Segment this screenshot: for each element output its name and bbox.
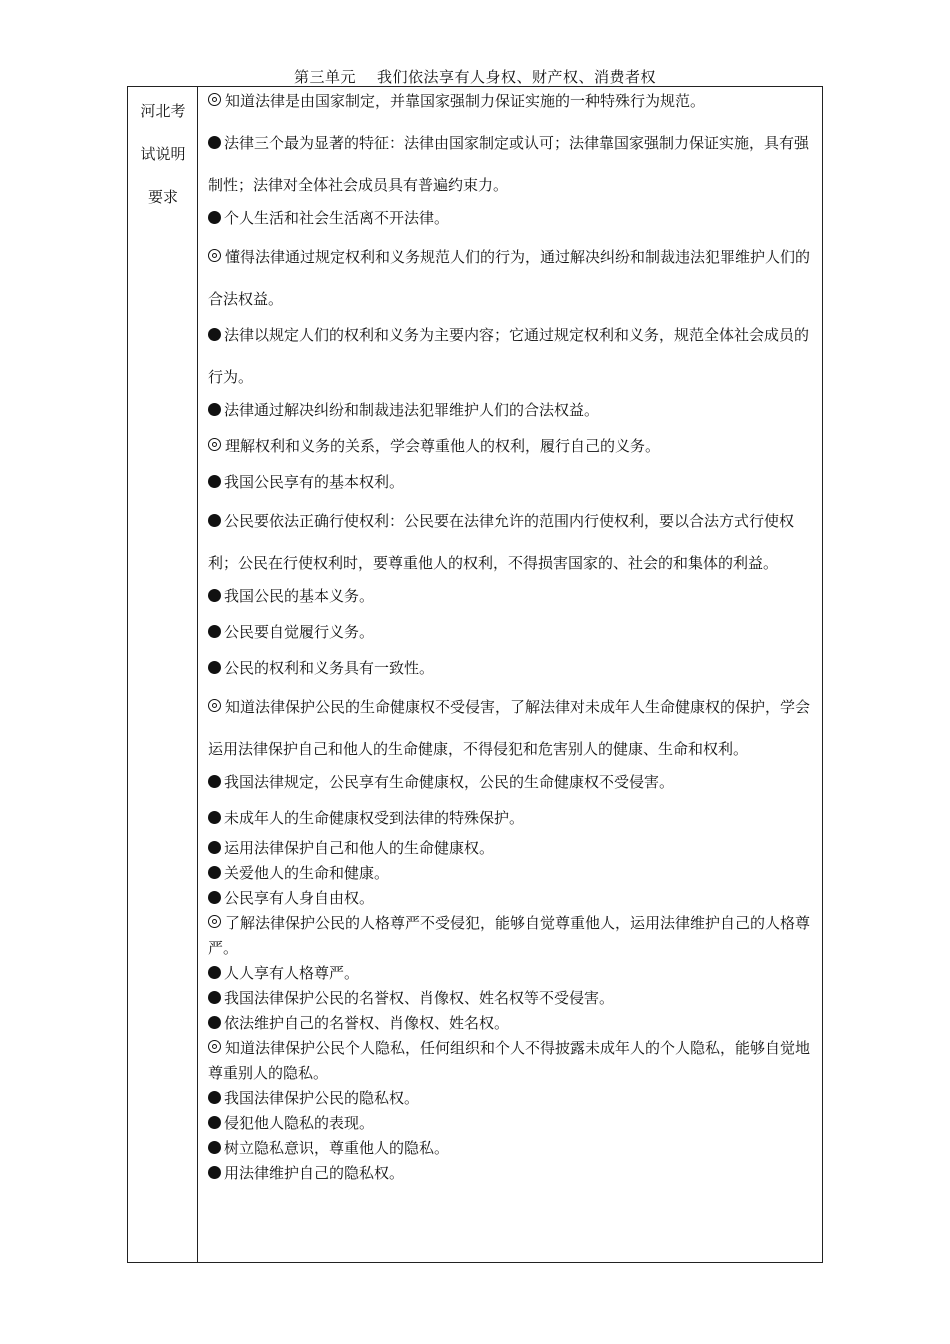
item-text: 人人享有人格尊严。 bbox=[224, 964, 360, 982]
item-text: 依法维护自己的名誉权、肖像权、姓名权。 bbox=[224, 1014, 510, 1032]
item-text: 公民享有人身自由权。 bbox=[224, 889, 375, 907]
black-dot-icon bbox=[208, 403, 221, 416]
item-text: 个人生活和社会生活离不开法律。 bbox=[224, 209, 450, 227]
double-circle-icon bbox=[208, 249, 223, 264]
requirement-item bbox=[208, 428, 814, 464]
black-dot-icon bbox=[208, 514, 221, 527]
knowledge-point-item bbox=[208, 764, 814, 800]
requirement-item bbox=[208, 236, 814, 320]
knowledge-point-item bbox=[208, 578, 814, 614]
item-text: 公民要自觉履行义务。 bbox=[224, 623, 375, 641]
unit-title: 第三单元 我们依法享有人身权、财产权、消费者权 bbox=[293, 68, 657, 86]
item-text: 法律三个最为显著的特征：法律由国家制定或认可；法律靠国家强制力保证实施，具有强制性；法律对全体社会成员具有普遍约束力。 bbox=[208, 134, 810, 194]
black-dot-icon bbox=[208, 589, 221, 602]
black-dot-icon bbox=[208, 991, 221, 1004]
item-text: 我国法律保护公民的名誉权、肖像权、姓名权等不受侵害。 bbox=[224, 989, 615, 1007]
item-text: 公民要依法正确行使权利：公民要在法律允许的范围内行使权利，要以合法方式行使权利；公民在行使权利时，要尊重他人的权利，不得损害国家的、社会的和集体的利益。 bbox=[208, 512, 795, 572]
knowledge-point-item bbox=[208, 1011, 814, 1036]
item-text: 知道法律是由国家制定，并靠国家强制力保证实施的一种特殊行为规范。 bbox=[225, 92, 706, 110]
label-line: 试说明 bbox=[140, 145, 186, 163]
black-dot-icon bbox=[208, 841, 221, 854]
requirement-item bbox=[208, 686, 814, 770]
double-circle-icon bbox=[208, 438, 223, 453]
black-dot-icon bbox=[208, 891, 221, 904]
item-text: 我国法律规定，公民享有生命健康权，公民的生命健康权不受侵害。 bbox=[224, 773, 675, 791]
black-dot-icon bbox=[208, 1141, 221, 1154]
knowledge-point-item bbox=[208, 836, 814, 861]
black-dot-icon bbox=[208, 475, 221, 488]
black-dot-icon bbox=[208, 866, 221, 879]
knowledge-point-item bbox=[208, 1161, 814, 1186]
black-dot-icon bbox=[208, 328, 221, 341]
knowledge-point-item bbox=[208, 500, 814, 584]
black-dot-icon bbox=[208, 966, 221, 979]
item-text: 法律通过解决纠纷和制裁违法犯罪维护人们的合法权益。 bbox=[224, 401, 600, 419]
knowledge-point-item bbox=[208, 614, 814, 650]
item-text: 侵犯他人隐私的表现。 bbox=[224, 1114, 375, 1132]
double-circle-icon bbox=[208, 699, 223, 714]
knowledge-point-item bbox=[208, 1086, 814, 1111]
requirement-item bbox=[208, 1036, 814, 1086]
item-text: 运用法律保护自己和他人的生命健康权。 bbox=[224, 839, 495, 857]
item-text: 我国公民享有的基本权利。 bbox=[224, 473, 405, 491]
black-dot-icon bbox=[208, 811, 221, 824]
double-circle-icon bbox=[208, 915, 223, 930]
item-text: 懂得法律通过规定权利和义务规范人们的行为，通过解决纠纷和制裁违法犯罪维护人们的合法权益。 bbox=[208, 248, 811, 308]
item-text: 未成年人的生命健康权受到法律的特殊保护。 bbox=[224, 809, 525, 827]
item-text: 知道法律保护公民个人隐私，任何组织和个人不得披露未成年人的个人隐私，能够自觉地尊重别人的隐私。 bbox=[208, 1039, 811, 1082]
black-dot-icon bbox=[208, 625, 221, 638]
column-divider bbox=[197, 86, 198, 1263]
item-text: 了解法律保护公民的人格尊严不受侵犯，能够自觉尊重他人，运用法律维护自己的人格尊严。 bbox=[208, 914, 811, 957]
item-text: 树立隐私意识，尊重他人的隐私。 bbox=[224, 1139, 450, 1157]
knowledge-point-item bbox=[208, 986, 814, 1011]
knowledge-point-item bbox=[208, 464, 814, 500]
requirement-item bbox=[208, 86, 814, 116]
black-dot-icon bbox=[208, 661, 221, 674]
knowledge-point-item bbox=[208, 122, 814, 206]
knowledge-point-item bbox=[208, 886, 814, 911]
knowledge-point-item bbox=[208, 650, 814, 686]
black-dot-icon bbox=[208, 1091, 221, 1104]
knowledge-point-item bbox=[208, 1136, 814, 1161]
label-line: 河北考 bbox=[140, 102, 186, 120]
double-circle-icon bbox=[208, 1040, 223, 1055]
black-dot-icon bbox=[208, 1116, 221, 1129]
black-dot-icon bbox=[208, 775, 221, 788]
black-dot-icon bbox=[208, 211, 221, 224]
item-text: 知道法律保护公民的生命健康权不受侵害，了解法律对未成年人生命健康权的保护，学会运用法律保护自己和他人的生命健康，不得侵犯和危害别人的健康、生命和权利。 bbox=[208, 698, 811, 758]
knowledge-point-item bbox=[208, 1111, 814, 1136]
knowledge-point-item bbox=[208, 861, 814, 886]
double-circle-icon bbox=[208, 93, 223, 108]
item-text: 公民的权利和义务具有一致性。 bbox=[224, 659, 435, 677]
knowledge-point-item bbox=[208, 961, 814, 986]
item-text: 用法律维护自己的隐私权。 bbox=[224, 1164, 405, 1182]
item-text: 我国法律保护公民的隐私权。 bbox=[224, 1089, 420, 1107]
knowledge-point-item bbox=[208, 200, 814, 236]
item-text: 法律以规定人们的权利和义务为主要内容；它通过规定权利和义务，规范全体社会成员的行为。 bbox=[208, 326, 810, 386]
black-dot-icon bbox=[208, 136, 221, 149]
black-dot-icon bbox=[208, 1166, 221, 1179]
item-text: 我国公民的基本义务。 bbox=[224, 587, 375, 605]
requirements-content-cell bbox=[208, 86, 814, 1186]
black-dot-icon bbox=[208, 1016, 221, 1029]
item-text: 理解权利和义务的关系，学会尊重他人的权利，履行自己的义务。 bbox=[225, 437, 661, 455]
knowledge-point-item bbox=[208, 314, 814, 398]
label-line: 要求 bbox=[147, 188, 178, 206]
requirement-item bbox=[208, 911, 814, 961]
item-text: 关爱他人的生命和健康。 bbox=[224, 864, 390, 882]
requirements-label-cell bbox=[130, 90, 196, 219]
knowledge-point-item bbox=[208, 392, 814, 428]
knowledge-point-item bbox=[208, 800, 814, 836]
